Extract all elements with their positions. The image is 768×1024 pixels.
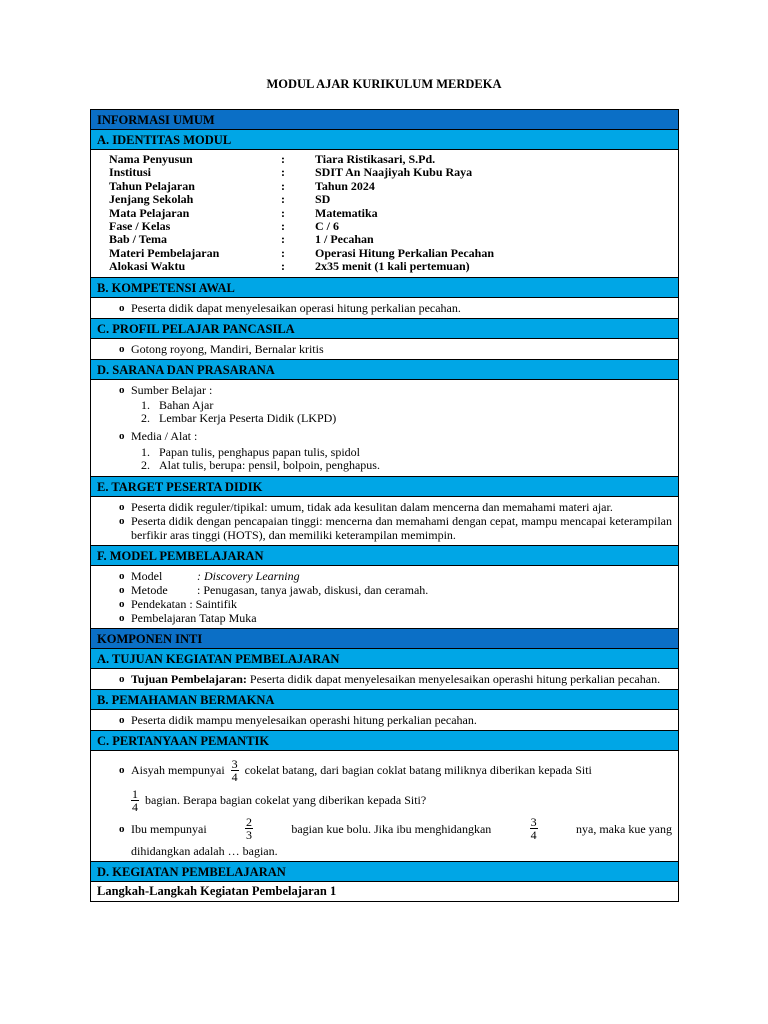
media-label: Media / Alat : [131,428,198,443]
section-kompetensi-header: B. KOMPETENSI AWAL [91,278,678,298]
bullet: o [119,383,125,396]
bullet: o [119,429,125,442]
identitas-colon: : [281,219,285,234]
identitas-row [97,193,672,206]
identitas-value: Tahun 2024 [315,178,375,193]
identitas-value: SDIT An Naajiyah Kubu Raya [315,165,473,180]
bullet: o [119,822,125,835]
fraction-numerator: 1 [132,787,138,802]
identitas-colon: : [281,192,285,207]
identitas-colon: : [281,232,285,247]
list-item [97,597,672,611]
pendekatan-text: Pendekatan : Saintifik [131,596,237,611]
section-identitas-header: A. IDENTITAS MODUL [91,130,678,150]
tujuan-text: Peserta didik dapat menyelesaikan menyelesaikan operashi hitung perkalian pecahan. [246,671,661,686]
kegiatan-langkah-title: Langkah-Langkah Kegiatan Pembelajaran 1 [97,883,337,898]
item-text: Alat tulis, berupa: pensil, bolpoin, penghapus. [159,458,380,473]
section-informasi-umum: INFORMASI UMUM [91,110,678,130]
section-pertanyaan-header: C. PERTANYAAN PEMANTIK [91,731,678,751]
profil-body [91,339,678,360]
q1-text-b: cokelat batang, dari bagian coklat batang miliknya diberikan kepada Siti [244,762,592,777]
tujuan-label: Tujuan Pembelajaran: [131,671,247,686]
fraction-denominator: 4 [530,828,537,843]
list-item [97,815,672,859]
identitas-colon: : [281,259,285,274]
section-kegiatan-header: D. KEGIATAN PEMBELAJARAN [91,862,678,882]
identitas-value: C / 6 [315,219,339,234]
identitas-row [97,180,672,193]
identitas-key: Mata Pelajaran [109,205,190,220]
identitas-key: Materi Pembelajaran [109,245,220,260]
q2-text-c: nya, maka kue yang [576,821,672,836]
fraction-denominator: 4 [132,800,138,815]
section-profil-header: C. PROFIL PELAJAR PANCASILA [91,319,678,339]
tatap-muka-text: Pembelajaran Tatap Muka [131,610,257,625]
question-1 [131,755,672,815]
identitas-row [97,247,672,260]
list-item [97,500,672,514]
bullet: o [119,514,125,527]
fraction [530,816,538,841]
list-item [97,569,672,583]
fraction-denominator: 4 [231,770,238,785]
pemahaman-body [91,710,678,731]
model-value: : Discovery Learning [197,568,300,583]
identitas-key: Tahun Pelajaran [109,178,195,193]
list-item [97,672,672,686]
fraction-numerator: 3 [530,815,537,830]
bullet: o [119,763,125,776]
item-text: Bahan Ajar [159,397,214,412]
bullet: o [119,342,125,355]
identitas-key: Jenjang Sekolah [109,192,194,207]
identitas-colon: : [281,245,285,260]
list-item [97,583,672,597]
section-sarana-header: D. SARANA DAN PRASARANA [91,360,678,380]
target-text-2: Peserta didik dengan pencapaian tinggi: mencerna dan memahami dengan cepat, mampu mencapai keterampilan berfikir aras tinggi (HOTS), dan memiliki keterampilan memimpin. [131,513,672,542]
q1-text-a: Aisyah mempunyai [131,762,225,777]
tujuan-body [91,669,678,690]
kompetensi-body [91,298,678,319]
bullet: o [119,301,125,314]
bullet: o [119,611,125,624]
identitas-colon: : [281,205,285,220]
item-text: Papan tulis, penghapus papan tulis, spidol [159,444,360,459]
fraction [245,816,253,841]
list-item [97,429,672,443]
kompetensi-text: Peserta didik dapat menyelesaikan operasi hitung perkalian pecahan. [131,300,461,315]
section-target-header: E. TARGET PESERTA DIDIK [91,477,678,497]
item-number: 1. [141,397,150,412]
sarana-body [91,380,678,477]
module-table [90,109,679,902]
bullet: o [119,672,125,685]
section-komponen-inti: KOMPONEN INTI [91,629,678,649]
list-item [97,301,672,315]
profil-text: Gotong royong, Mandiri, Bernalar kritis [131,341,324,356]
identitas-key: Nama Penyusun [109,152,193,166]
identitas-value: 2x35 menit (1 kali pertemuan) [315,259,470,274]
metode-label: Metode [131,582,168,597]
question-2 [131,815,672,859]
q2-text-b: bagian kue bolu. Jika ibu menghidangkan [291,821,492,836]
numbered-item [97,412,672,426]
identitas-row [97,166,672,179]
target-text-1: Peserta didik reguler/tipikal: umum, tidak ada kesulitan dalam mencerna dan memahami materi ajar. [131,499,613,514]
numbered-item [97,399,672,413]
q2-text-a: Ibu mempunyai [131,821,207,836]
identitas-row [97,233,672,246]
fraction-numerator: 2 [246,815,252,830]
bullet: o [119,569,125,582]
identitas-colon: : [281,152,285,166]
identitas-value: Matematika [315,205,378,220]
sumber-label: Sumber Belajar : [131,382,213,397]
identitas-value: SD [315,192,331,207]
document-title: MODUL AJAR KURIKULUM MERDEKA [266,77,502,91]
section-pemahaman-header: B. PEMAHAMAN BERMAKNA [91,690,678,710]
bullet: o [119,583,125,596]
identitas-key: Bab / Tema [109,232,168,247]
identitas-value: Operasi Hitung Perkalian Pecahan [315,245,495,260]
fraction [131,788,139,813]
identitas-colon: : [281,165,285,180]
list-item [97,514,672,542]
list-item [97,755,672,815]
fraction-denominator: 3 [246,828,252,843]
numbered-item [97,446,672,460]
q2-text-d: dihidangkan adalah … bagian. [131,843,278,858]
identitas-key: Fase / Kelas [109,219,171,234]
identitas-colon: : [281,178,285,193]
identitas-value: Tiara Ristikasari, S.Pd. [315,152,436,166]
item-number: 2. [141,458,150,473]
model-body [91,566,678,629]
identitas-value: 1 / Pecahan [315,232,374,247]
identitas-row [97,207,672,220]
pemahaman-text: Peserta didik mampu menyelesaikan operashi hitung perkalian pecahan. [131,712,477,727]
metode-value: : Penugasan, tanya jawab, diskusi, dan ceramah. [197,582,429,597]
identitas-row [97,220,672,233]
section-model-header: F. MODEL PEMBELAJARAN [91,546,678,566]
bullet: o [119,713,125,726]
numbered-item [97,459,672,473]
identitas-list [91,150,678,278]
identitas-row [97,260,672,273]
identitas-key: Institusi [109,165,152,180]
list-item [97,713,672,727]
item-text: Lembar Kerja Peserta Didik (LKPD) [159,411,337,426]
target-body [91,497,678,546]
fraction-numerator: 3 [231,757,238,772]
list-item [97,342,672,356]
model-label: Model [131,568,163,583]
pertanyaan-body [91,751,678,862]
item-number: 2. [141,411,150,426]
list-item [97,383,672,397]
bullet: o [119,500,125,513]
list-item [97,611,672,625]
bullet: o [119,597,125,610]
section-tujuan-header: A. TUJUAN KEGIATAN PEMBELAJARAN [91,649,678,669]
identitas-row [97,153,672,166]
fraction [231,758,239,783]
item-number: 1. [141,444,150,459]
identitas-key: Alokasi Waktu [109,259,186,274]
q1-text-c: bagian. Berapa bagian cokelat yang diberikan kepada Siti? [145,792,427,807]
